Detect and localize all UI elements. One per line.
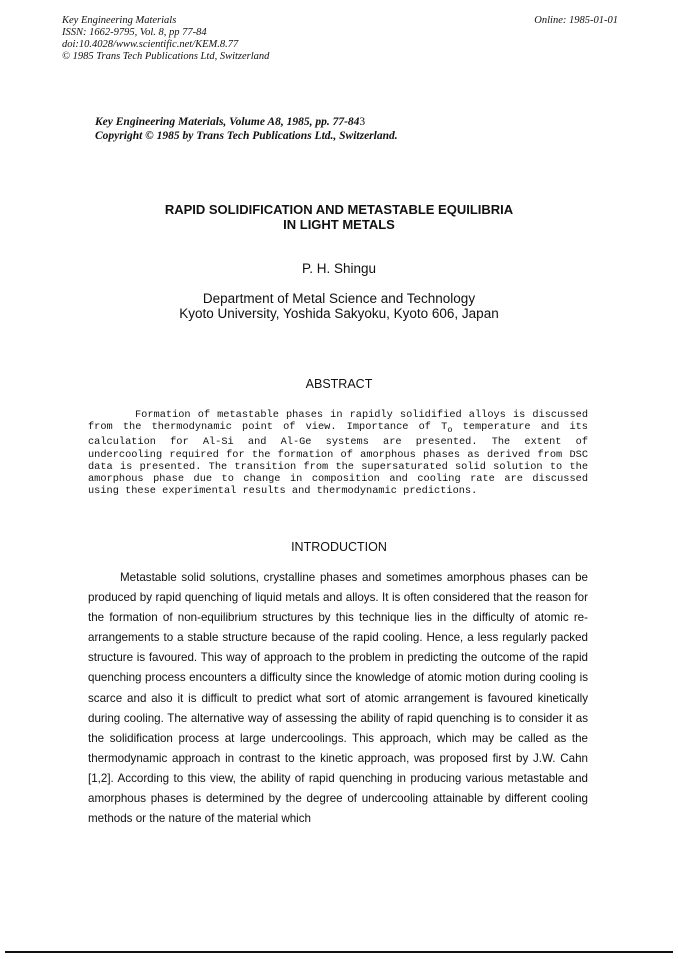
page-bottom-rule <box>5 951 673 953</box>
meta-journal-name: Key Engineering Materials <box>62 15 177 26</box>
affiliation-line-2: Kyoto University, Yoshida Sakyoku, Kyoto 606, Japan <box>179 306 499 321</box>
journal-citation: Key Engineering Materials, Volume A8, 1985, pp. 77-84 <box>95 116 360 128</box>
author-name: P. H. Shingu <box>301 261 377 276</box>
paper-title <box>0 202 678 232</box>
title-line-2: IN LIGHT METALS <box>283 217 395 232</box>
meta-copyright: © 1985 Trans Tech Publications Ltd, Switzerland <box>62 51 270 62</box>
subscript-o: o <box>447 425 453 436</box>
publication-metadata <box>62 15 269 63</box>
handwritten-mark: 3 <box>359 116 366 128</box>
meta-issn: ISSN: 1662-9795, Vol. 8, pp 77-84 <box>62 27 207 38</box>
abstract-text-part-1: Formation of metastable phases in rapidly solidified alloys is discussed from the thermodynamic point of view. Importance of T <box>88 409 588 434</box>
affiliation <box>0 291 678 321</box>
introduction-heading: INTRODUCTION <box>291 540 387 554</box>
meta-doi[interactable]: doi:10.4028/www.scientific.net/KEM.8.77 <box>62 39 239 50</box>
journal-citation-block <box>95 115 398 143</box>
affiliation-line-1: Department of Metal Science and Technology <box>202 291 476 306</box>
journal-copyright: Copyright © 1985 by Trans Tech Publications Ltd., Switzerland. <box>95 130 398 142</box>
introduction-text: Metastable solid solutions, crystalline phases and sometimes amorphous phases can be produced by rapid quenching of liquid metals and alloys. It is often considered that the reason for the formation of non-equilibrium structures by this technique lies in the difficulty of atomic re-arrangements to a stable structure because of the rapid cooling. Hence, a less regularly packed structure is favoured. This way of approach to the problem in predicting the outcome of the rapid quenching process encounters a difficulty since the knowledge of atomic motion during cooling is scarce and also it is difficult to predict what sort of atomic arrangement is favoured kinetically during cooling. The alternative way of assessing the ability of rapid quenching is to consider it as the solidification process at large undercoolings. This approach, which may be called as the thermodynamic approach in contrast to the kinetic approach, was proposed first by J.W. Cahn [1,2]. According to this view, the ability of rapid quenching in producing various metastable and amorphous phases is determined by the degree of undercooling attainable by different cooling methods or the nature of the material which <box>88 571 588 826</box>
abstract-text <box>88 409 588 497</box>
abstract-heading: ABSTRACT <box>305 377 373 391</box>
online-date: Online: 1985-01-01 <box>534 15 618 26</box>
abstract-text-part-2: temperature and its calculation for Al-Si and Al-Ge systems are presented. The extent of undercooling required for the formation of amorphous phases as derived from DSC data is presented. The transition from the supersaturated solid solution to the amorphous phase due to change in composition and cooling rate are discussed using these experimental results and thermodynamic predictions. <box>88 421 588 498</box>
title-line-1: RAPID SOLIDIFICATION AND METASTABLE EQUILIBRIA <box>164 202 514 217</box>
